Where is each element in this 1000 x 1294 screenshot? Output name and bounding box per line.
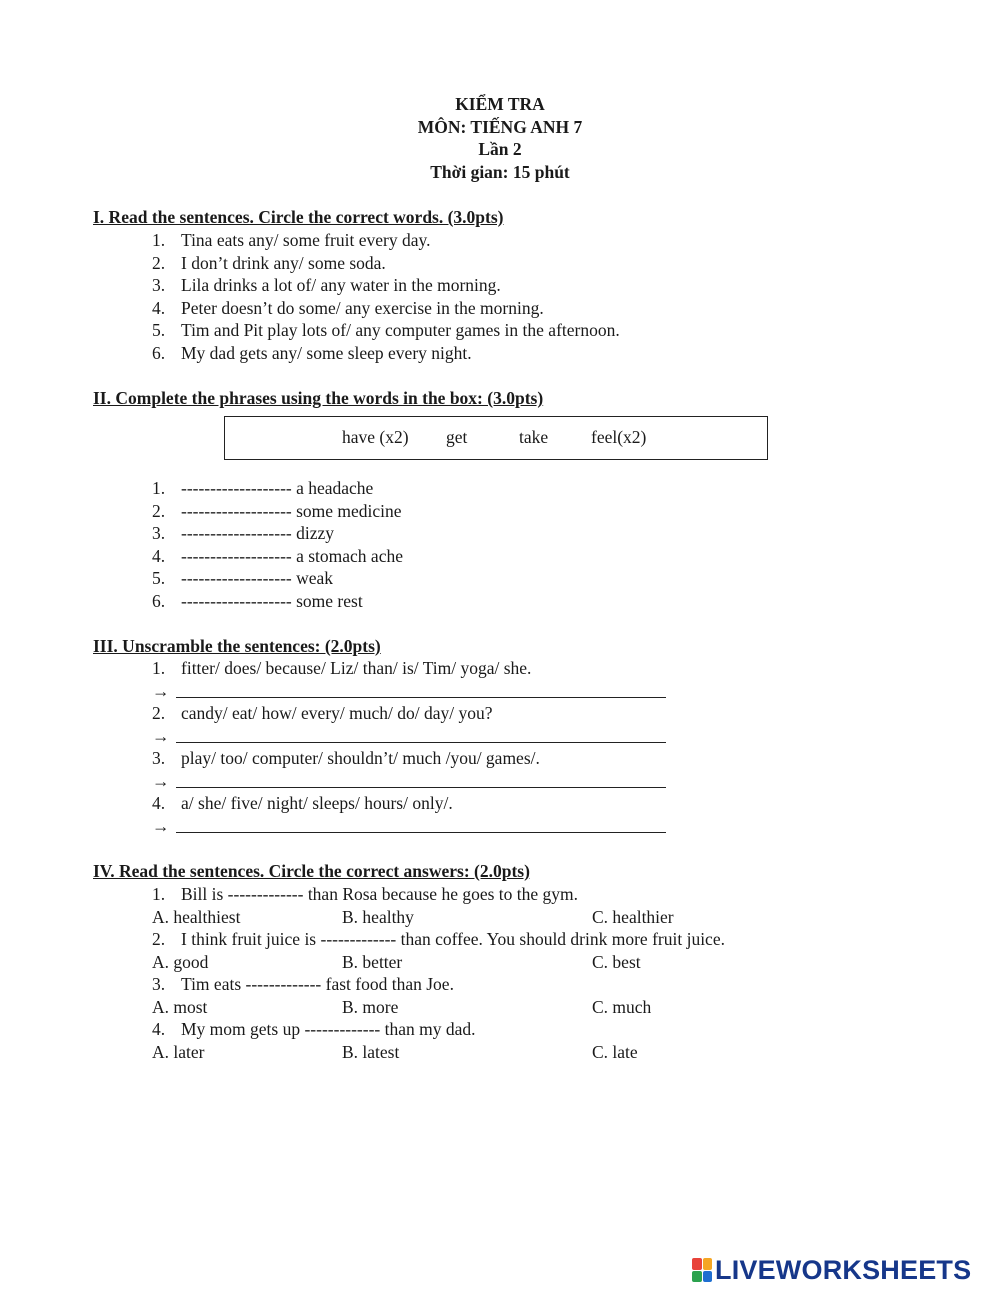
answer-underline[interactable] (176, 697, 666, 698)
arrow-icon: → (152, 680, 170, 701)
answer-line[interactable] (152, 770, 540, 793)
section-2-title: II. Complete the phrases using the words in the box: (3.0pts) (93, 388, 544, 408)
section-4-list (152, 883, 852, 1063)
list-item: 5. ------------------- weak (152, 568, 334, 588)
list-item: 2. I don’t drink any/ some soda. (152, 252, 386, 273)
question-row: 3. Tim eats ------------- fast food than Joe. (152, 974, 454, 994)
list-item: 1. Tina eats any/ some fruit every day. (152, 230, 431, 250)
section-1-list (152, 229, 620, 364)
list-item: 3. Lila drinks a lot of/ any water in the morning. (152, 275, 501, 295)
list-item: 4. a/ she/ five/ night/ sleeps/ hours/ only/. (152, 793, 453, 813)
arrow-icon: → (152, 815, 170, 836)
list-item: 4. ------------------- a stomach ache (152, 545, 403, 566)
option-a[interactable]: A. later (152, 1041, 205, 1062)
answer-line[interactable] (152, 725, 540, 748)
option-b[interactable]: B. latest (342, 1041, 400, 1062)
option-c[interactable]: C. late (592, 1041, 638, 1062)
options-row (152, 951, 852, 974)
liveworksheets-logo-icon (692, 1258, 712, 1282)
answer-line[interactable] (152, 815, 540, 838)
section-2-list (152, 477, 403, 612)
word-box-item: have (x2) (342, 427, 409, 447)
word-box-item: get (446, 427, 468, 447)
arrow-icon: → (152, 770, 170, 791)
list-item: 5. Tim and Pit play lots of/ any computer games in the afternoon. (152, 320, 620, 340)
options-row (152, 1041, 852, 1064)
list-item: 3. play/ too/ computer/ shouldn’t/ much /you/ games/. (152, 748, 540, 768)
word-box-item: feel(x2) (591, 427, 647, 447)
list-item: 2. ------------------- some medicine (152, 500, 402, 521)
question-row: 4. My mom gets up ------------- than my dad. (152, 1019, 476, 1039)
options-row (152, 906, 852, 929)
option-b[interactable]: B. healthy (342, 906, 414, 927)
exam-subject: MÔN: TIẾNG ANH 7 (417, 116, 583, 137)
option-a[interactable]: A. healthiest (152, 906, 241, 927)
arrow-icon: → (152, 725, 170, 746)
section-3-title: III. Unscramble the sentences: (2.0pts) (93, 636, 381, 656)
liveworksheets-logo[interactable] (692, 1255, 971, 1285)
list-item: 1. fitter/ does/ because/ Liz/ than/ is/ Tim/ yoga/ she. (152, 658, 532, 678)
option-c[interactable]: C. much (592, 996, 652, 1017)
option-a[interactable]: A. most (152, 996, 208, 1017)
list-item: 6. My dad gets any/ some sleep every night. (152, 342, 472, 363)
answer-underline[interactable] (176, 787, 666, 788)
question-row: 2. I think fruit juice is ------------- than coffee. You should drink more fruit juice. (152, 929, 725, 949)
word-box (224, 416, 768, 460)
word-box-item: take (519, 427, 549, 447)
exam-title: KIỂM TRA (455, 94, 545, 114)
answer-underline[interactable] (176, 832, 666, 833)
list-item: 3. ------------------- dizzy (152, 523, 334, 543)
list-item: 6. ------------------- some rest (152, 590, 363, 611)
option-c[interactable]: C. healthier (592, 906, 674, 927)
list-item: 4. Peter doesn’t do some/ any exercise in the morning. (152, 297, 544, 318)
list-item: 1. ------------------- a headache (152, 478, 374, 498)
section-4-title: IV. Read the sentences. Circle the correct answers: (2.0pts) (93, 861, 530, 881)
answer-underline[interactable] (176, 742, 666, 743)
exam-attempt: Lần 2 (478, 139, 522, 159)
section-1-title: I. Read the sentences. Circle the correct words. (3.0pts) (93, 207, 504, 227)
list-item: 2. candy/ eat/ how/ every/ much/ do/ day/ you? (152, 703, 493, 723)
section-3-list (152, 657, 540, 837)
answer-line[interactable] (152, 680, 540, 703)
exam-duration: Thời gian: 15 phút (430, 161, 570, 182)
option-a[interactable]: A. good (152, 951, 209, 972)
exam-header (0, 93, 1000, 183)
liveworksheets-logo-text: LIVEWORKSHEETS (715, 1255, 972, 1285)
option-b[interactable]: B. more (342, 996, 399, 1017)
question-row: 1. Bill is ------------- than Rosa because he goes to the gym. (152, 884, 579, 904)
option-b[interactable]: B. better (342, 951, 403, 972)
option-c[interactable]: C. best (592, 951, 641, 972)
options-row (152, 996, 852, 1019)
